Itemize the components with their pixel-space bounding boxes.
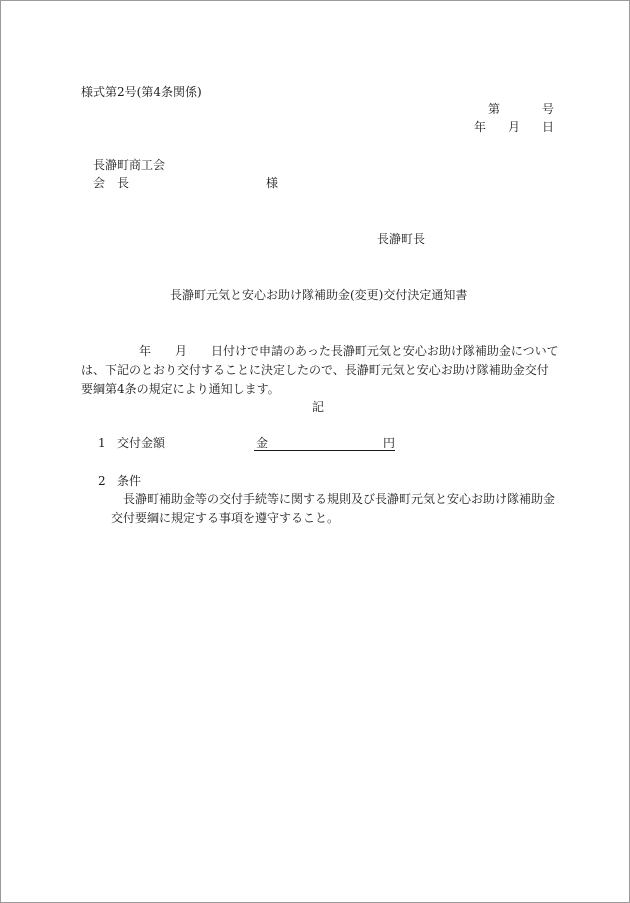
date-month: 月	[508, 120, 521, 134]
body-text: 日付けで申請のあった長瀞町元気と安心お助け隊補助金については、下記のとおり交付することに決定したので、長瀞町元気と安心お助け隊補助金交付要綱第4条の規定により通知します。	[81, 344, 559, 396]
number-prefix: 第	[488, 102, 501, 116]
addressee-title: 会 長	[93, 176, 130, 190]
item2-number: 2	[98, 474, 106, 488]
body-month: 月	[175, 344, 188, 358]
item2-text-line2: 交付要綱に規定する事項を遵守すること。	[111, 511, 340, 525]
body-paragraph	[81, 342, 559, 399]
date-year: 年	[474, 120, 487, 134]
amount-suffix: 円	[383, 436, 396, 450]
number-suffix: 号	[542, 102, 555, 116]
addressee-honorific: 様	[266, 176, 279, 190]
amount-prefix: 金	[256, 436, 269, 450]
amount-blank-line	[254, 435, 395, 451]
sender-name: 長瀞町長	[377, 232, 426, 246]
date-day: 日	[542, 120, 555, 134]
addressee-organization: 長瀞町商工会	[93, 158, 166, 172]
item1-number: 1	[98, 436, 106, 450]
body-year: 年	[139, 344, 152, 358]
document-title: 長瀞町元気と安心お助け隊補助金(変更)交付決定通知書	[170, 288, 468, 302]
item1-label: 交付金額	[117, 436, 166, 450]
item2-text-line1: 長瀞町補助金等の交付手続等に関する規則及び長瀞町元気と安心お助け隊補助金	[123, 492, 556, 506]
notes-heading: 記	[312, 400, 325, 414]
item2-label: 条件	[117, 474, 142, 488]
form-label: 様式第2号(第4条関係)	[81, 85, 202, 99]
